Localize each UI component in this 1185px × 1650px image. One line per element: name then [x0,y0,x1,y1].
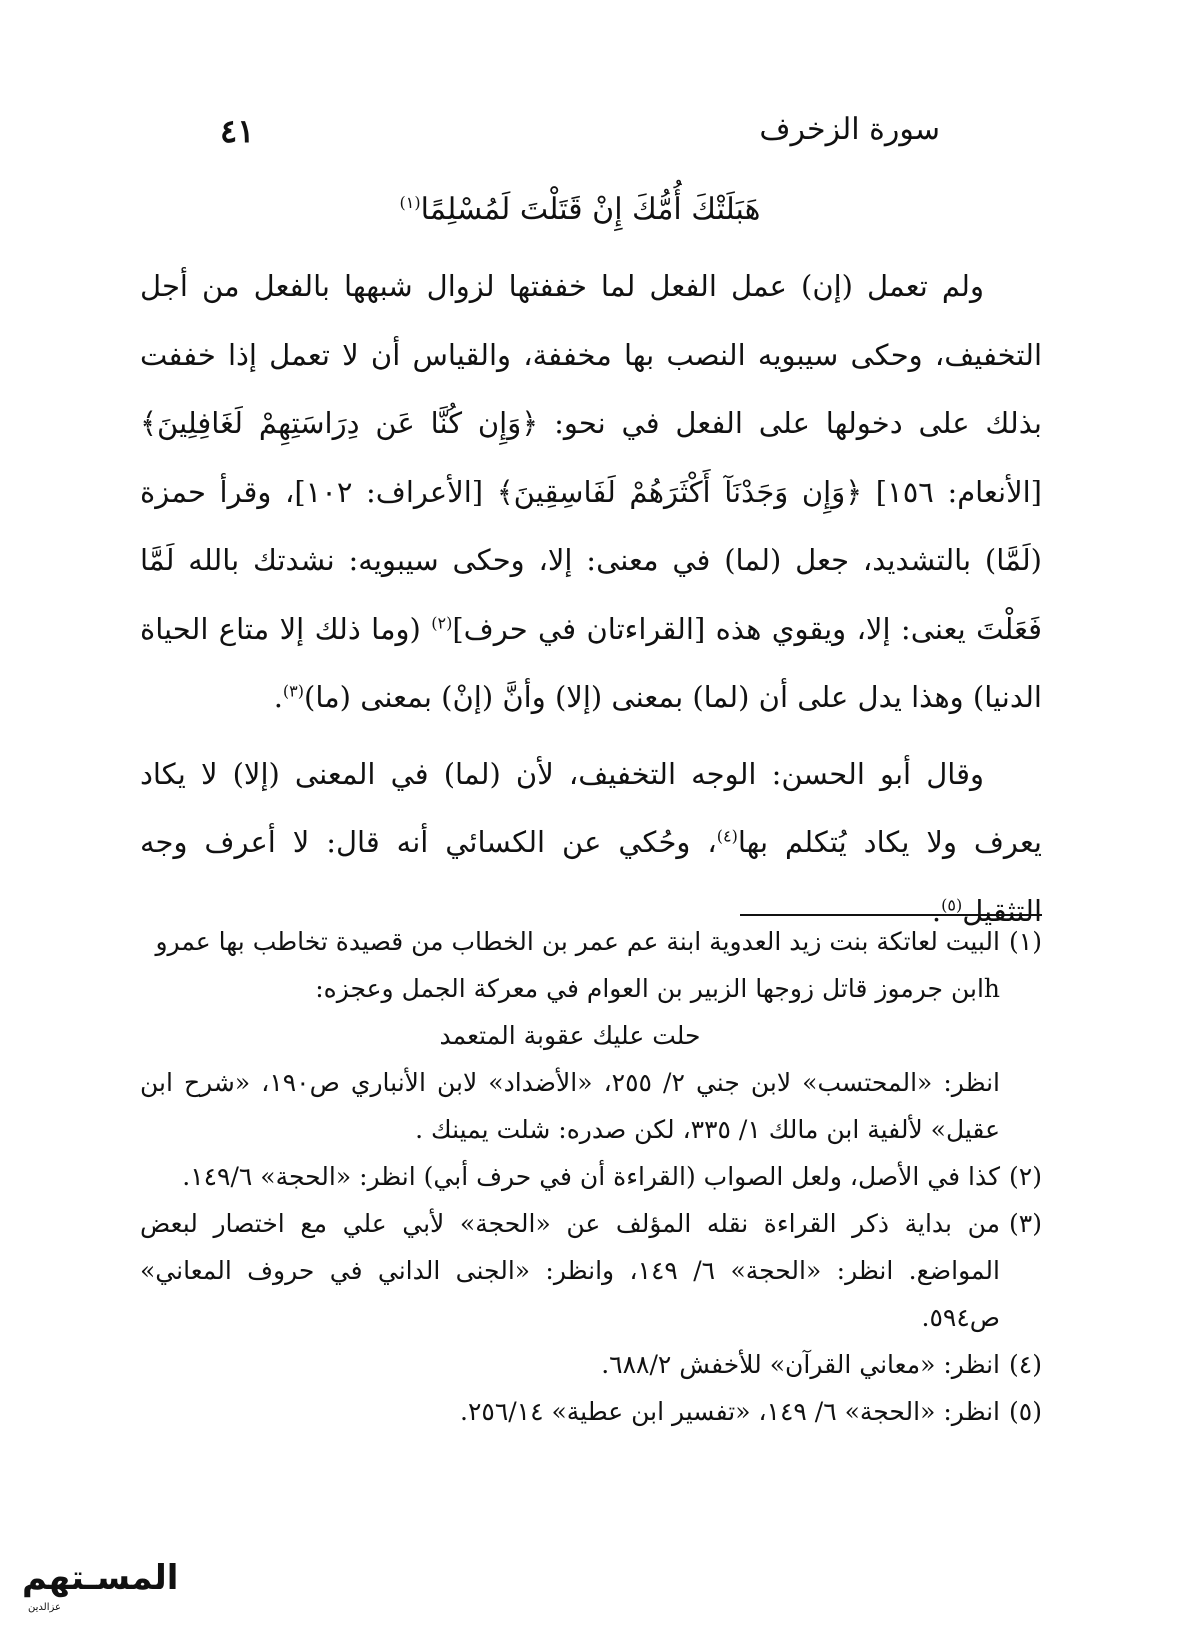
text-run: . [273,680,283,714]
footnote-text: hابن جرموز قاتل زوجها الزبير بن العوام في معركة الجمل وعجزه: [315,974,1000,1003]
page-number: ٤١ [220,112,255,150]
footnote [140,1200,1042,1341]
verse-text: هَبَلَتْكَ أُمُّكَ إِنْ قَتَلْتَ لَمُسْلِمًا [420,192,761,227]
text-run: . [931,893,942,928]
footnote-number: (٥) [1009,1397,1042,1426]
footnote-hemistich: حلت عليك عقوبة المتعمد [439,1021,701,1050]
footnote [140,1388,1042,1435]
footnote-ref[interactable]: (٥) [941,894,963,914]
footnote-number: (١) [1009,927,1042,956]
footnote-ref[interactable]: (٣) [282,681,304,701]
footnote [140,1153,1042,1200]
footnote [140,918,1042,965]
footnote-text: انظر: «المحتسب» لابن جني ٢/ ٢٥٥، «الأضداد» لابن الأنباري ص١٩٠، «شرح ابن عقيل» لألفية ابن مالك ١/ ٣٣٥، لكن صدره: شلت يمينك . [140,1068,1001,1144]
footnote-text: البيت لعاتكة بنت زيد العدوية ابنة عم عمر بن الخطاب من قصيدة تخاطب بها عمرو [155,927,1000,956]
main-text [140,252,1042,945]
footnote-ref[interactable]: (١) [399,193,421,212]
surah-title: سورة الزخرف [759,112,940,147]
footnotes [140,918,1042,1435]
text-run: (وما ذلك إلا متاع الحياة الدنيا) وهذا يدل على أن (لما) بمعنى (إلا) وأنَّ (إنْ) بمعنى (ما) [140,611,1042,714]
poetry-verse [140,182,1020,238]
page-header [220,112,940,162]
footnote-text: انظر: «الحجة» ٦/ ١٤٩، «تفسير ابن عطية» ٢٥٦/١٤. [460,1397,1000,1426]
logo-text: المسـتهم [22,1558,179,1598]
text-run: وقال أبو الحسن: الوجه التخفيف، لأن (لما) في المعنى (إلا) لا يكاد يعرف ولا يكاد يُتكلم بها [140,756,1042,859]
footnote-divider [740,914,1042,916]
text-run: ، وحُكي عن الكسائي أنه قال: لا أعرف وجه التثقيل [140,825,1042,928]
footnote-number: (٣) [1009,1209,1042,1238]
paragraph [140,252,1042,732]
text-run: ولم تعمل (إن) عمل الفعل لما خففتها لزوال شبهها بالفعل من أجل التخفيف، وحكى سيبويه النصب بها مخففة، والقياس أن لا تعمل إذا خففت بذلك على دخولها على الفعل في نحو: ﴿وَإِن كُنَّا عَن دِرَاسَتِهِمْ لَغَافِلِينَ﴾ [الأنعام: ١٥٦] ﴿وَإِن وَجَدْنَآ أَكْثَرَهُمْ لَفَاسِقِينَ﴾ [الأعراف: ١٠٢]، وقرأ حمزة (لَمَّا) بالتشديد، جعل (لما) في معنى: إلا، وحكى سيبويه: نشدتك بالله لَمَّا فَعَلْتَ يعنى: إلا، ويقوي هذه [القراءتان في حرف] [140,269,1042,646]
footnote [140,1341,1042,1388]
footnote-ref[interactable]: (٤) [716,826,738,846]
footnote-text: من بداية ذكر القراءة نقله المؤلف عن «الحجة» لأبي علي مع اختصار لبعض المواضع. انظر: «الحجة» ٦/ ١٤٩، وانظر: «الجنى الداني في حروف المعاني» ص٥٩٤. [140,1209,1000,1332]
publisher-logo [22,1558,179,1628]
footnote-number: (٤) [1009,1350,1042,1379]
footnote-text: انظر: «معاني القرآن» للأخفش ٦٨٨/٢. [601,1350,1000,1379]
footnote-number: (٢) [1009,1162,1042,1191]
logo-subtext: عزالدين [28,1602,61,1613]
footnote-ref[interactable]: (٢) [431,612,453,632]
footnote-text: كذا في الأصل، ولعل الصواب (القراءة أن في حرف أبي) انظر: «الحجة» ١٤٩/٦. [182,1162,1000,1191]
